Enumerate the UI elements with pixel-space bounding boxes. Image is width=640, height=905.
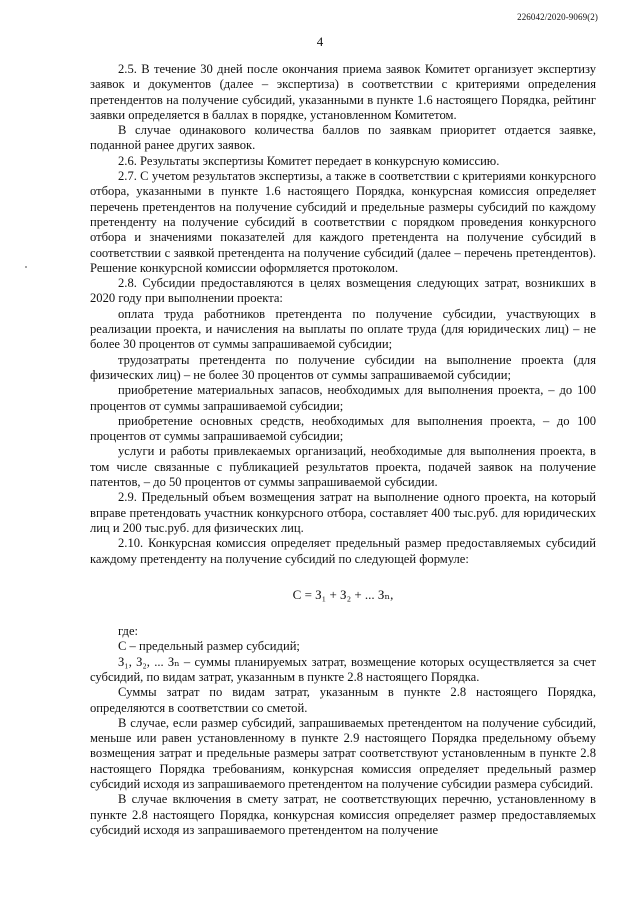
cost-item-labor: трудозатраты претендента по получение субсидии на выполнение проекта (для физических лиц) – не более 30 процентов от суммы запрашиваемой субсидии; — [90, 352, 596, 382]
page-number: 4 — [316, 34, 324, 49]
cost-item-salary: оплата труда работников претендента по получение субсидии, участвующих в реализации проекта, и начисления на выплаты по оплате труда (для юридических лиц) – не более 30 процентов от суммы запрашиваемой субсидии; — [90, 306, 596, 352]
paragraph-2-7: 2.7. С учетом результатов экспертизы, а также в соответствии с критериями конкурсного отбора, указанными в пункте 1.6 настоящего Порядка, конкурсная комиссия определяет перечень претендентов на получение субсидий и предельные размеры субсидий по каждому претенденту на получение субсидий в соответствии с порядком проведения конкурсного отбора и значениями показателей для каждого претендента на получение субсидий в соответствии с заявкой претендента на получение субсидий (далее – перечень претендентов). Решение конкурсной комиссии оформляется протоколом. — [90, 169, 596, 275]
formula-where: где: — [118, 624, 139, 639]
cost-item-services: услуги и работы привлекаемых организаций, необходимые для выполнения проекта, в том числе связанные с публикацией результатов проекта, подачей заявок на получение патентов, – до 50 процентов от суммы запрашиваемой субсидии. — [90, 444, 596, 490]
formula-z-definition: З₁, З₂, ... Зₙ – суммы планируемых затрат, возмещение которых осуществляется за счет субсидий, по видам затрат, указанным в пункте 2.8 настоящего Порядка. — [90, 654, 596, 684]
paragraph-2-10: 2.10. Конкурсная комиссия определяет предельный размер предоставляемых субсидий каждому претенденту на получение субсидий по следующей формуле: — [90, 536, 596, 566]
formula-c-definition: С – предельный размер субсидий; — [118, 639, 300, 654]
document-body — [90, 62, 596, 838]
paragraph-2-6: 2.6. Результаты экспертизы Комитет передает в конкурсную комиссию. — [118, 153, 500, 168]
paragraph-case-within-limit: В случае, если размер субсидий, запрашиваемых претендентом на получение субсидий, меньше или равен установленному в пункте 2.9 настоящего Порядка предельному объему возмещения затрат и предельные размеры затрат соответствуют установленным в пункте 2.8 настоящего Порядка требованиям, конкурсная комиссия определяет предельный размер субсидий исходя из запрашиваемого претендентом на получение субсидии размера субсидий. — [90, 715, 596, 792]
paragraph-2-5: 2.5. В течение 30 дней после окончания приема заявок Комитет организует экспертизу заявок и документов (далее – экспертиза) в соответствии с критериями определения претендентов на получение субсидий, указанными в пункте 1.6 настоящего Порядка, рейтинг заявки определяется в баллах в порядке, установленном Комитетом. — [90, 62, 596, 122]
document-id: 226042/2020-9069(2) — [517, 12, 598, 22]
paragraph-priority: В случае одинакового количества баллов по заявкам приоритет отдается заявке, поданной ранее других заявок. — [90, 123, 596, 153]
cost-item-fixed-assets: приобретение основных средств, необходимых для выполнения проекта, – до 100 процентов от суммы запрашиваемой субсидии; — [90, 413, 596, 444]
paragraph-case-nonconforming: В случае включения в смету затрат, не соответствующих перечню, установленному в пункте 2.8 настоящего Порядка, конкурсная комиссия определяет размер предоставляемых субсидий исходя из запрашиваемого претендентом на получение — [90, 792, 596, 837]
scan-speck — [25, 266, 27, 268]
paragraph-2-8: 2.8. Субсидии предоставляются в целях возмещения следующих затрат, возникших в 2020 году при выполнении проекта: — [90, 276, 596, 306]
paragraph-2-9: 2.9. Предельный объем возмещения затрат на выполнение одного проекта, на который вправе претендовать участник конкурсного отбора, составляет 400 тыс.руб. для юридических лиц и 200 тыс.руб. для физических лиц. — [90, 490, 596, 535]
paragraph-cost-estimate: Суммы затрат по видам затрат, указанным в пункте 2.8 настоящего Порядка, определяются в соответствии со сметой. — [90, 685, 596, 715]
cost-item-materials: приобретение материальных запасов, необходимых для выполнения проекта, – до 100 процентов от суммы запрашиваемой субсидии; — [90, 383, 596, 413]
subsidy-formula: С = З₁ + З₂ + ... Зₙ, — [292, 586, 394, 602]
